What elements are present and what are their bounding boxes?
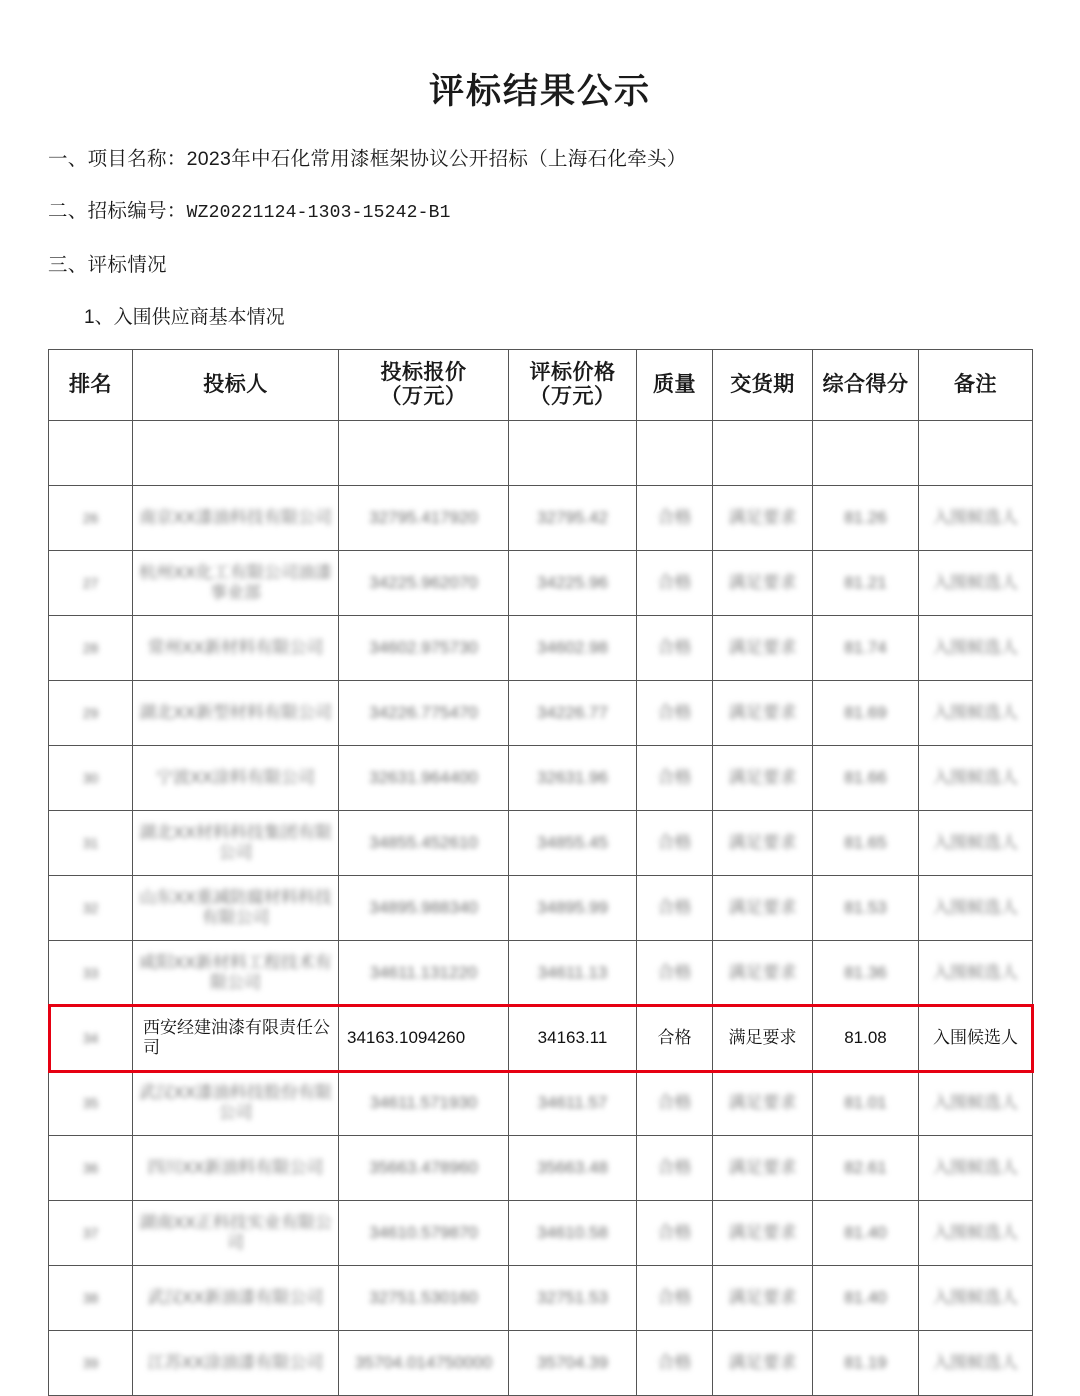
cell-score: 81.66: [813, 746, 919, 811]
cell-delivery: 满足要求: [713, 1136, 813, 1201]
cell-score: 81.21: [813, 551, 919, 616]
cell-remark: 入围候选人: [919, 486, 1033, 551]
cell-delivery: 满足要求: [713, 616, 813, 681]
cell-quality: 合格: [637, 1331, 713, 1396]
cell-score: 81.26: [813, 486, 919, 551]
cell-rank: 31: [49, 811, 133, 876]
cell-score: 81.01: [813, 1071, 919, 1136]
results-table-wrapper: [48, 349, 1032, 1396]
bid-number-value: WZ20221124-1303-15242-B1: [186, 203, 451, 224]
cell-score: 81.36: [813, 941, 919, 1006]
cell-quality: 合格: [637, 681, 713, 746]
cell-remark: 入围候选人: [919, 876, 1033, 941]
cell-quality: 合格: [637, 1201, 713, 1266]
cell-bid-price: 34855.452610: [339, 811, 509, 876]
cell-quality: 合格: [637, 1006, 713, 1071]
cell-score: 81.19: [813, 1331, 919, 1396]
cell-quality: 合格: [637, 811, 713, 876]
table-header: [49, 350, 1033, 421]
cell-quality: 合格: [637, 616, 713, 681]
cell-rank: 26: [49, 486, 133, 551]
table-row: [49, 811, 1033, 876]
cell-bid-price: 34610.579870: [339, 1201, 509, 1266]
table-row: [49, 941, 1033, 1006]
project-name-value: 2023年中石化常用漆框架协议公开招标（上海石化牵头）: [186, 148, 687, 170]
cell-eval-price: 34602.98: [509, 616, 637, 681]
cell-remark: 入围候选人: [919, 746, 1033, 811]
project-name-label: 一、项目名称：: [48, 148, 187, 170]
cell-delivery: 满足要求: [713, 746, 813, 811]
cell-rank: 30: [49, 746, 133, 811]
cell-rank: 29: [49, 681, 133, 746]
cell-remark: 入围候选人: [919, 811, 1033, 876]
cell-bidder: 湖北XX新型材料有限公司: [133, 681, 339, 746]
subsection-heading: 1、入围供应商基本情况: [84, 307, 285, 329]
cell-eval-price: 35704.39: [509, 1331, 637, 1396]
cell-quality: 合格: [637, 941, 713, 1006]
cell-delivery: 满足要求: [713, 1201, 813, 1266]
cell-delivery: 满足要求: [713, 1006, 813, 1071]
cell-score: 81.74: [813, 616, 919, 681]
cell-bidder: 宁波XX涂料有限公司: [133, 746, 339, 811]
results-table: [48, 349, 1033, 1396]
cell-bid-price: 34611.131220: [339, 941, 509, 1006]
table-row: [49, 1071, 1033, 1136]
col-header-eval-price-l1: 评标价格: [529, 360, 616, 384]
table-row: [49, 1266, 1033, 1331]
cell-bid-price: 34163.1094260: [339, 1006, 509, 1071]
col-header-bid-price: [339, 350, 509, 421]
cell-bid-price: 32795.417920: [339, 486, 509, 551]
cell-score: 81.40: [813, 1201, 919, 1266]
cell-bid-price: 34602.975730: [339, 616, 509, 681]
table-row-highlighted: [49, 1006, 1033, 1071]
cell-rank: 36: [49, 1136, 133, 1201]
cell-quality: 合格: [637, 1136, 713, 1201]
cell-bid-price: 35663.478960: [339, 1136, 509, 1201]
cell-rank: 28: [49, 616, 133, 681]
cell-delivery: 满足要求: [713, 876, 813, 941]
cell-bid-price: 32751.530160: [339, 1266, 509, 1331]
col-header-eval-price: [509, 350, 637, 421]
cell-score: 82.61: [813, 1136, 919, 1201]
cell-bidder: 咸阳XX新材料工程技术有限公司: [133, 941, 339, 1006]
cell-bid-price: 34225.962070: [339, 551, 509, 616]
cell-bidder: 四川XX新油料有限公司: [133, 1136, 339, 1201]
cell-bid-price: 34895.988340: [339, 876, 509, 941]
col-header-delivery: 交货期: [713, 350, 813, 421]
evaluation-section-heading: 三、评标情况: [48, 254, 167, 277]
cell-bidder: 武汉XX漆油科技股份有限公司: [133, 1071, 339, 1136]
col-header-bid-price-l1: 投标报价: [380, 360, 467, 384]
cell-eval-price: 34610.58: [509, 1201, 637, 1266]
table-body: [49, 421, 1033, 1396]
cell-eval-price: 34163.11: [509, 1006, 637, 1071]
cell-rank: 32: [49, 876, 133, 941]
cell-delivery: 满足要求: [713, 551, 813, 616]
cell-quality: 合格: [637, 1071, 713, 1136]
cell-eval-price: 34611.57: [509, 1071, 637, 1136]
cell-remark: 入围候选人: [919, 1266, 1033, 1331]
table-row: [49, 616, 1033, 681]
cell-bid-price: 34611.571930: [339, 1071, 509, 1136]
cell-rank: 34: [49, 1006, 133, 1071]
cell-eval-price: 35663.48: [509, 1136, 637, 1201]
cell-score: 81.53: [813, 876, 919, 941]
col-header-quality: 质量: [637, 350, 713, 421]
cell-quality: 合格: [637, 876, 713, 941]
cell-bidder: 西安经建油漆有限责任公司: [133, 1006, 339, 1071]
col-header-bid-price-l2: （万元）: [380, 385, 467, 409]
col-header-score: 综合得分: [813, 350, 919, 421]
cell-delivery: 满足要求: [713, 1331, 813, 1396]
cell-quality: 合格: [637, 551, 713, 616]
cell-bidder: 山东XX重减防腐材料科技有限公司: [133, 876, 339, 941]
cell-eval-price: 34855.45: [509, 811, 637, 876]
cell-delivery: 满足要求: [713, 941, 813, 1006]
cell-rank: 38: [49, 1266, 133, 1331]
bid-number-label: 二、招标编号：: [48, 200, 187, 223]
cell-remark: 入围候选人: [919, 1201, 1033, 1266]
cell-eval-price: 34895.99: [509, 876, 637, 941]
cell-bidder: 常州XX新材料有限公司: [133, 616, 339, 681]
bid-number-line: [48, 196, 1032, 228]
cell-delivery: 满足要求: [713, 1266, 813, 1331]
cell-bidder: 湖北XX材料科技集团有限公司: [133, 811, 339, 876]
cell-rank: 37: [49, 1201, 133, 1266]
cell-bidder: 武汉XX新油漆有限公司: [133, 1266, 339, 1331]
cell-remark: 入围候选人: [919, 1071, 1033, 1136]
cell-bidder: 湖南XX正科技实业有限公司: [133, 1201, 339, 1266]
page-title: 评标结果公示: [428, 72, 651, 111]
cell-score: 81.08: [813, 1006, 919, 1071]
table-row: [49, 551, 1033, 616]
cell-quality: 合格: [637, 1266, 713, 1331]
cell-remark: 入围候选人: [919, 941, 1033, 1006]
cell-rank: 27: [49, 551, 133, 616]
cell-delivery: 满足要求: [713, 681, 813, 746]
cell-bidder: 江苏XX涂油漆有限公司: [133, 1331, 339, 1396]
cell-eval-price: 32751.53: [509, 1266, 637, 1331]
cell-remark: 入围候选人: [919, 681, 1033, 746]
table-row: [49, 1201, 1033, 1266]
cell-bid-price: 35704.014750000: [339, 1331, 509, 1396]
table-row: [49, 746, 1033, 811]
cell-eval-price: 34226.77: [509, 681, 637, 746]
cell-delivery: 满足要求: [713, 1071, 813, 1136]
cell-score: 81.65: [813, 811, 919, 876]
cell-bidder: 南京XX漆油科技有限公司: [133, 486, 339, 551]
cell-eval-price: 32631.96: [509, 746, 637, 811]
project-name-line: [48, 144, 1032, 174]
cell-remark: 入围候选人: [919, 551, 1033, 616]
cell-bid-price: 32631.964400: [339, 746, 509, 811]
cell-rank: 39: [49, 1331, 133, 1396]
table-row: [49, 876, 1033, 941]
cell-delivery: 满足要求: [713, 811, 813, 876]
cell-remark: 入围候选人: [919, 1136, 1033, 1201]
cell-eval-price: 34611.13: [509, 941, 637, 1006]
cell-rank: 33: [49, 941, 133, 1006]
cell-bidder: 杭州XX化工有限公司油漆事业部: [133, 551, 339, 616]
cell-remark: 入围候选人: [919, 1006, 1033, 1071]
table-header-row: [49, 350, 1033, 421]
cell-rank: 35: [49, 1071, 133, 1136]
table-row: [49, 1136, 1033, 1201]
table-row: [49, 1331, 1033, 1396]
cell-quality: 合格: [637, 486, 713, 551]
cell-quality: 合格: [637, 746, 713, 811]
table-row: [49, 681, 1033, 746]
cell-remark: 入围候选人: [919, 1331, 1033, 1396]
cell-eval-price: 32795.42: [509, 486, 637, 551]
cell-delivery: 满足要求: [713, 486, 813, 551]
cell-remark: 入围候选人: [919, 616, 1033, 681]
cell-bid-price: 34226.775470: [339, 681, 509, 746]
cell-eval-price: 34225.96: [509, 551, 637, 616]
col-header-rank: 排名: [49, 350, 133, 421]
cell-score: 81.69: [813, 681, 919, 746]
table-row: [49, 486, 1033, 551]
col-header-remark: 备注: [919, 350, 1033, 421]
col-header-bidder: 投标人: [133, 350, 339, 421]
cell-score: 81.40: [813, 1266, 919, 1331]
col-header-eval-price-l2: （万元）: [529, 385, 616, 409]
table-gap-row: [49, 421, 1033, 486]
